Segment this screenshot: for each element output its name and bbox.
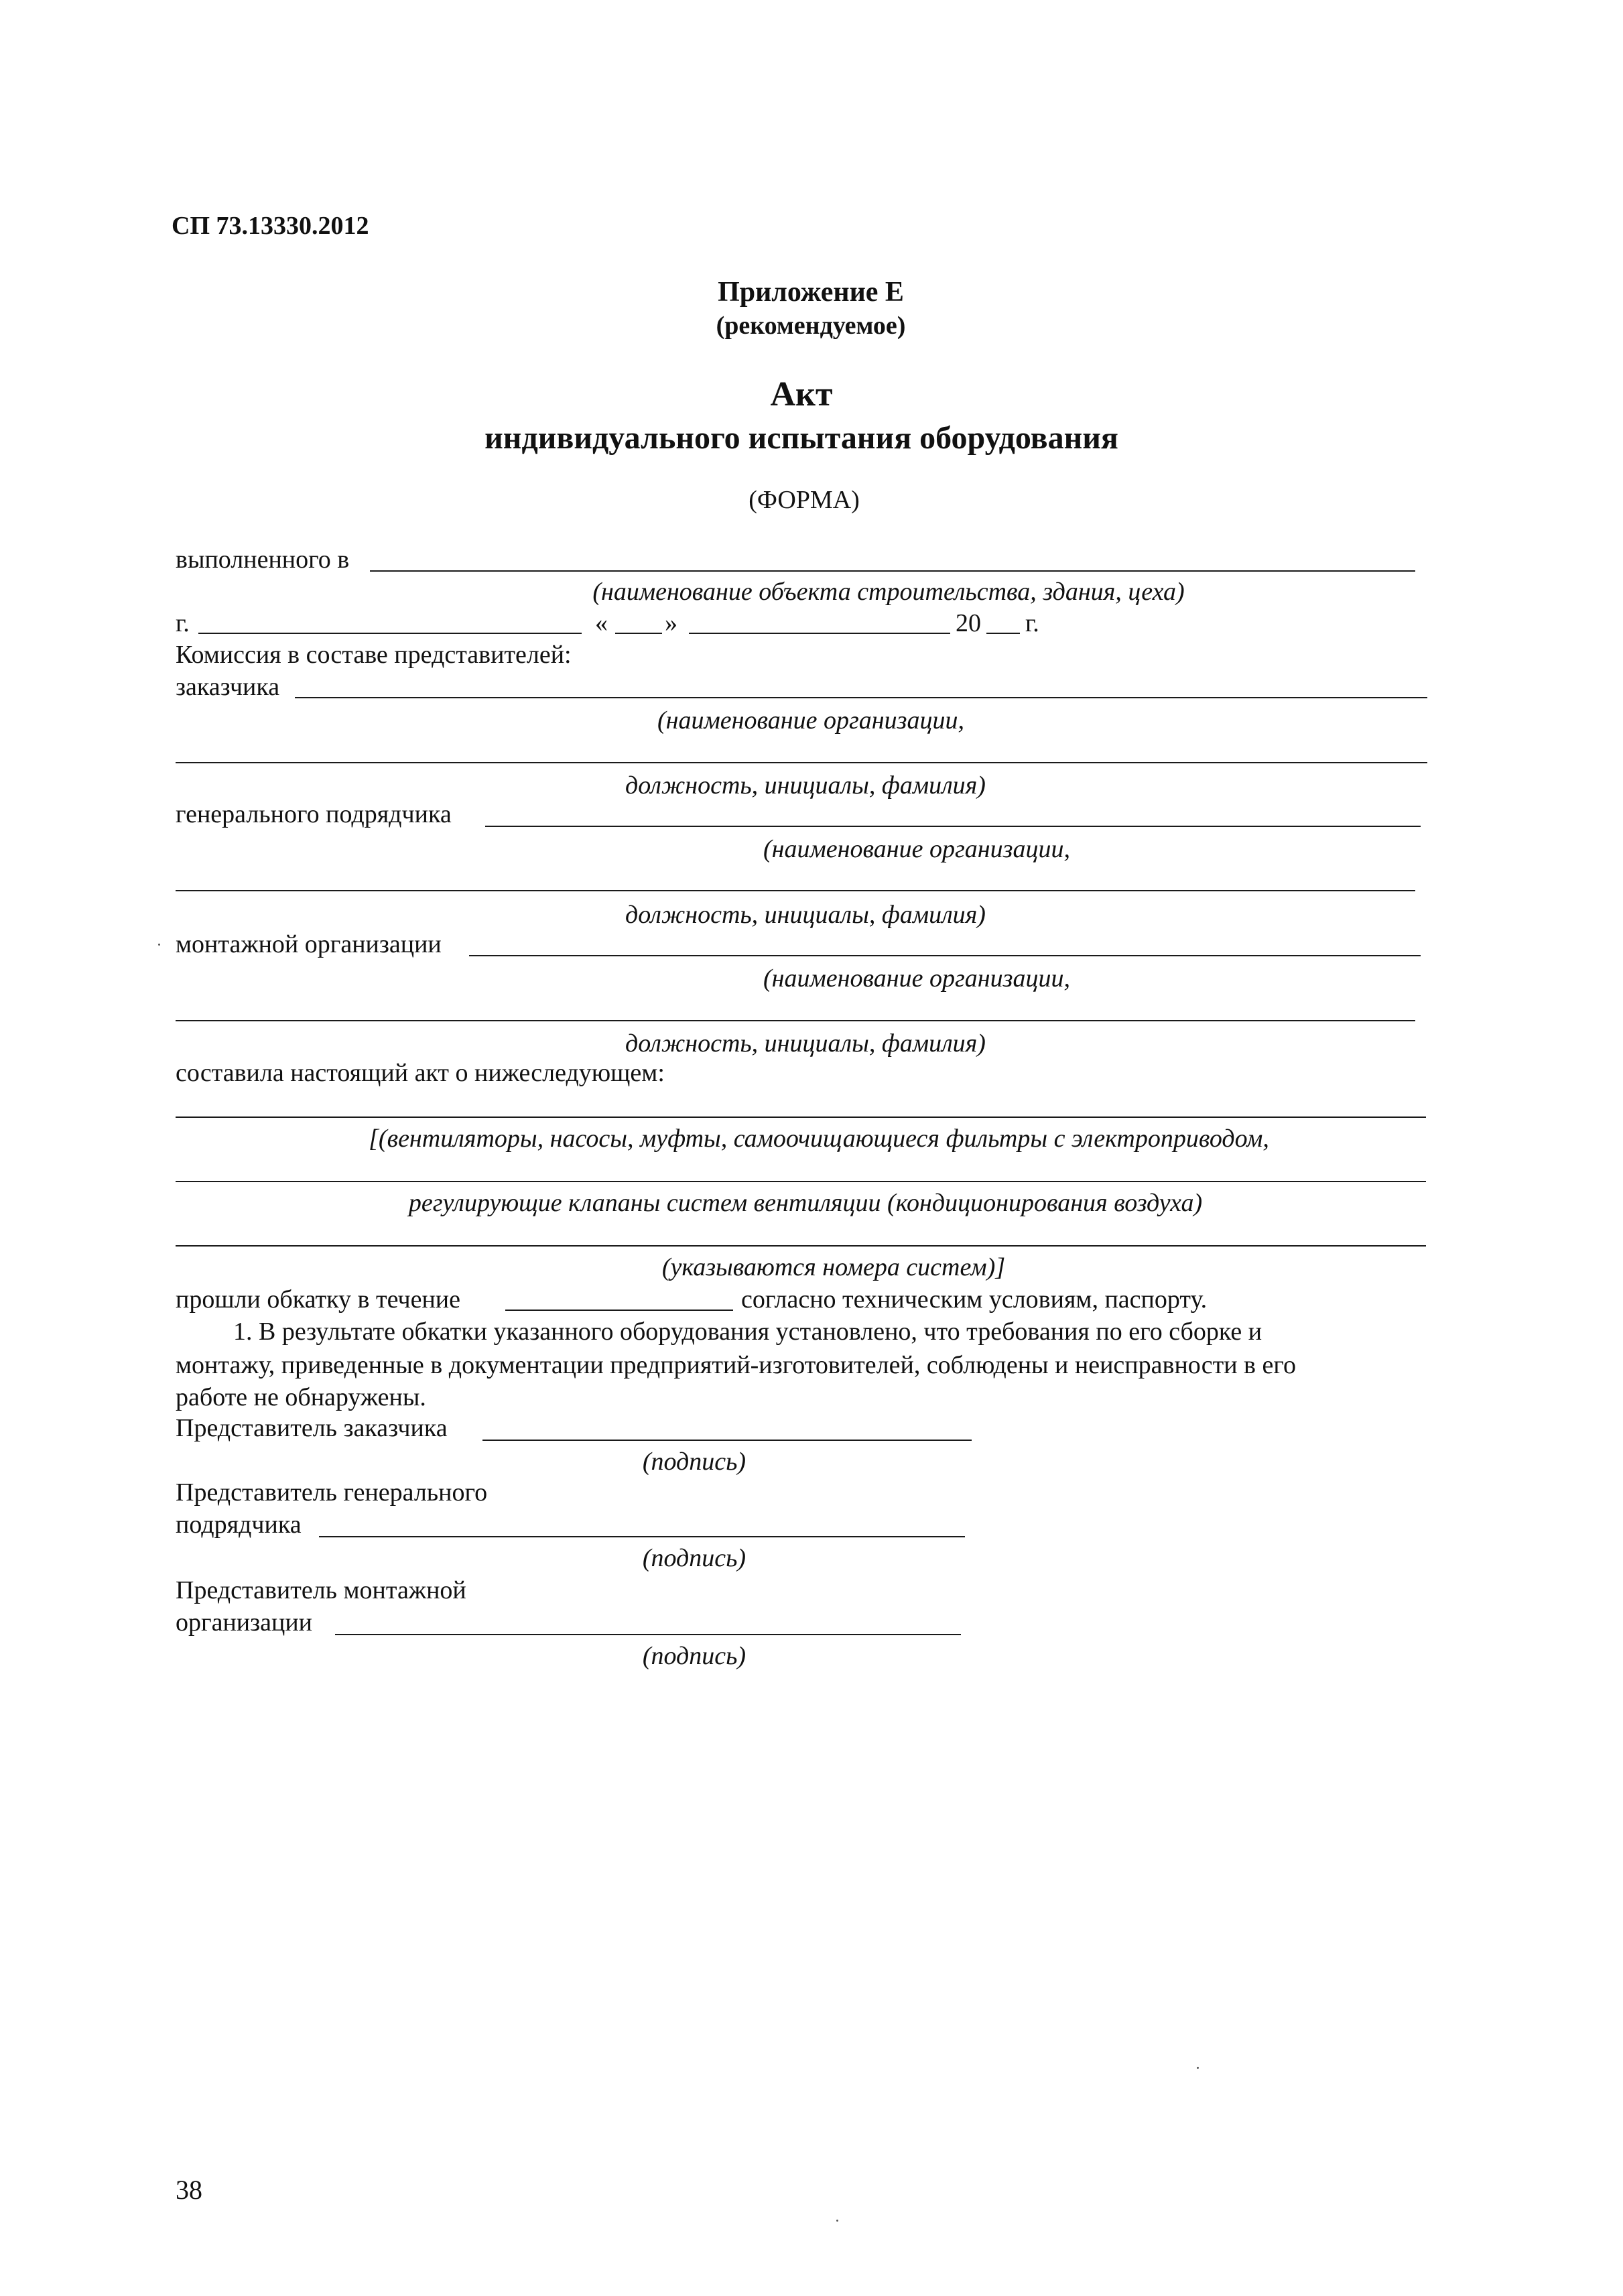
- installer-org-hint: (наименование организации,: [763, 964, 1070, 993]
- result-line-2: монтажу, приведенные в документации предприятий-изготовителей, соблюдены и неисправности в его: [176, 1351, 1296, 1379]
- equipment-line-2[interactable]: [176, 1181, 1426, 1182]
- general-contractor-org-line[interactable]: [485, 826, 1421, 827]
- installer-org-line[interactable]: [469, 955, 1421, 956]
- rep-installer-label-2: организации: [176, 1608, 313, 1637]
- act-title: Акт: [770, 375, 833, 413]
- customer-person-line[interactable]: [176, 762, 1427, 763]
- compiled-label: составила настоящий акт о нижеследующем:: [176, 1059, 665, 1087]
- customer-person-hint: должность, инициалы, фамилия): [625, 771, 986, 800]
- year-line[interactable]: [986, 633, 1020, 634]
- installer-person-line[interactable]: [176, 1020, 1415, 1021]
- runin-prefix: прошли обкатку в течение: [176, 1285, 461, 1314]
- scan-speck: [158, 944, 160, 946]
- installer-label: монтажной организации: [176, 930, 442, 958]
- equipment-line-1[interactable]: [176, 1117, 1426, 1118]
- result-line-1: 1. В результате обкатки указанного оборудования установлено, что требования по его сборке и: [233, 1318, 1262, 1346]
- general-contractor-person-line[interactable]: [176, 890, 1415, 891]
- rep-installer-label-1: Представитель монтажной: [176, 1576, 466, 1604]
- act-subtitle: индивидуального испытания оборудования: [484, 420, 1118, 456]
- quote-close: »: [665, 609, 677, 637]
- rep-general-signature-line[interactable]: [319, 1536, 965, 1537]
- appendix-status: (рекомендуемое): [716, 312, 906, 340]
- performed-in-label: выполненного в: [176, 546, 350, 574]
- city-line[interactable]: [198, 633, 582, 634]
- page-number: 38: [176, 2175, 202, 2205]
- general-contractor-org-hint: (наименование организации,: [763, 835, 1070, 863]
- rep-general-label-1: Представитель генерального: [176, 1478, 488, 1507]
- customer-org-line[interactable]: [295, 697, 1427, 698]
- rep-customer-label: Представитель заказчика: [176, 1414, 448, 1442]
- runin-duration-line[interactable]: [505, 1310, 733, 1311]
- month-line[interactable]: [689, 633, 950, 634]
- general-contractor-label: генерального подрядчика: [176, 800, 452, 828]
- general-contractor-person-hint: должность, инициалы, фамилия): [625, 901, 986, 929]
- day-line[interactable]: [615, 633, 662, 634]
- rep-installer-signature-line[interactable]: [335, 1634, 961, 1635]
- rep-general-signature-hint: (подпись): [642, 1544, 746, 1572]
- object-name-line[interactable]: [370, 570, 1415, 572]
- city-prefix: г.: [176, 609, 190, 637]
- equipment-hint-1: [(вентиляторы, насосы, муфты, самоочищающиеся фильтры с электроприводом,: [369, 1125, 1269, 1153]
- document-code: СП 73.13330.2012: [172, 212, 369, 240]
- quote-open: «: [595, 609, 608, 637]
- rep-general-label-2: подрядчика: [176, 1511, 302, 1539]
- year-prefix: 20: [956, 609, 981, 637]
- equipment-hint-3: (указываются номера систем)]: [661, 1253, 1006, 1281]
- rep-customer-signature-line[interactable]: [482, 1440, 972, 1441]
- scan-speck: [1197, 2067, 1199, 2069]
- commission-label: Комиссия в составе представителей:: [176, 641, 572, 669]
- appendix-title: Приложение Е: [718, 277, 904, 308]
- customer-label: заказчика: [176, 673, 280, 701]
- installer-person-hint: должность, инициалы, фамилия): [625, 1029, 986, 1058]
- year-suffix: г.: [1025, 609, 1039, 637]
- result-line-3: работе не обнаружены.: [176, 1383, 426, 1411]
- equipment-hint-2: регулирующие клапаны систем вентиляции (кондиционирования воздуха): [408, 1189, 1203, 1217]
- customer-org-hint: (наименование организации,: [657, 706, 964, 735]
- rep-installer-signature-hint: (подпись): [642, 1642, 746, 1670]
- object-name-hint: (наименование объекта строительства, здания, цеха): [592, 578, 1185, 606]
- runin-suffix: согласно техническим условиям, паспорту.: [741, 1285, 1208, 1314]
- form-label: (ФОРМА): [749, 486, 860, 514]
- equipment-line-3[interactable]: [176, 1245, 1426, 1247]
- rep-customer-signature-hint: (подпись): [642, 1448, 746, 1476]
- scan-speck: [836, 2220, 838, 2222]
